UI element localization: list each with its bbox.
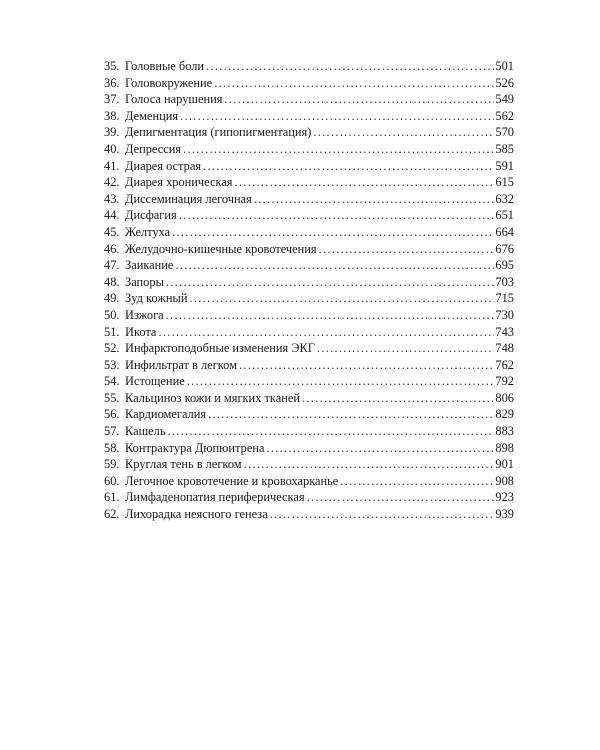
dot-leader xyxy=(266,440,494,457)
toc-entry xyxy=(104,124,514,141)
toc-entry xyxy=(104,489,514,506)
entry-title: Заикание xyxy=(125,258,174,273)
dot-leader xyxy=(167,423,494,440)
entry-number: 43. xyxy=(104,191,120,206)
entry-title: Желтуха xyxy=(125,224,171,239)
entry-title: Деменция xyxy=(125,108,179,123)
entry-title: Депигментация (гипопигментация) xyxy=(125,125,312,140)
entry-page-number: 695 xyxy=(495,258,514,273)
entry-number: 47. xyxy=(104,258,120,273)
entry-number: 46. xyxy=(104,241,120,256)
toc-entry xyxy=(104,241,514,258)
entry-title: Истощение xyxy=(125,374,185,389)
entry-number: 39. xyxy=(104,125,120,140)
entry-page-number: 615 xyxy=(495,175,514,190)
entry-title: Лимфаденопатия периферическая xyxy=(125,490,305,505)
entry-page-number: 651 xyxy=(495,208,514,223)
entry-number: 62. xyxy=(104,507,120,522)
dot-leader xyxy=(235,174,495,191)
entry-title: Легочное кровотечение и кровохарканье xyxy=(125,473,339,488)
entry-page-number: 898 xyxy=(495,440,514,455)
dot-leader xyxy=(172,224,494,241)
toc-entry xyxy=(104,324,514,341)
dot-leader xyxy=(340,473,494,490)
entry-page-number: 703 xyxy=(495,274,514,289)
entry-title: Кашель xyxy=(125,424,166,439)
entry-number: 58. xyxy=(104,440,120,455)
entry-page-number: 585 xyxy=(495,141,514,156)
entry-page-number: 883 xyxy=(495,424,514,439)
entry-number: 41. xyxy=(104,158,120,173)
entry-number: 35. xyxy=(104,59,120,73)
entry-title: Депрессия xyxy=(125,141,182,156)
toc-entry xyxy=(104,373,514,390)
dot-leader xyxy=(307,489,495,506)
toc-entry xyxy=(104,440,514,457)
dot-leader xyxy=(208,406,494,423)
dot-leader xyxy=(206,58,494,75)
entry-page-number: 715 xyxy=(495,291,514,306)
entry-page-number: 570 xyxy=(495,125,514,140)
entry-title: Лихорадка неясного генеза xyxy=(125,507,268,522)
entry-number: 51. xyxy=(104,324,120,339)
dot-leader xyxy=(313,124,494,141)
entry-number: 42. xyxy=(104,175,120,190)
entry-number: 38. xyxy=(104,108,120,123)
toc-entry xyxy=(104,108,514,125)
entry-number: 44. xyxy=(104,208,120,223)
dot-leader xyxy=(175,257,494,274)
entry-page-number: 901 xyxy=(495,457,514,472)
toc-entry xyxy=(104,141,514,158)
toc-entry xyxy=(104,174,514,191)
entry-number: 52. xyxy=(104,341,120,356)
entry-number: 59. xyxy=(104,457,120,472)
entry-page-number: 908 xyxy=(495,473,514,488)
entry-title: Дисфагия xyxy=(125,208,177,223)
dot-leader xyxy=(317,340,494,357)
entry-page-number: 664 xyxy=(495,224,514,239)
entry-page-number: 748 xyxy=(495,341,514,356)
dot-leader xyxy=(179,207,495,224)
entry-title: Круглая тень в легком xyxy=(125,457,242,472)
entry-page-number: 923 xyxy=(495,490,514,505)
entry-title: Кардиомегалия xyxy=(125,407,207,422)
entry-page-number: 501 xyxy=(495,59,514,73)
dot-leader xyxy=(319,241,495,258)
dot-leader xyxy=(270,506,495,523)
toc-entry xyxy=(104,257,514,274)
entry-title: Кальциноз кожи и мягких тканей xyxy=(125,390,300,405)
entry-page-number: 632 xyxy=(495,191,514,206)
dot-leader xyxy=(254,191,495,208)
entry-title: Инфильтрат в легком xyxy=(125,357,237,372)
toc-entry xyxy=(104,58,514,75)
entry-title: Головные боли xyxy=(125,59,205,73)
entry-number: 45. xyxy=(104,224,120,239)
toc-entry xyxy=(104,506,514,523)
entry-number: 60. xyxy=(104,473,120,488)
toc-entry xyxy=(104,158,514,175)
entry-number: 57. xyxy=(104,424,120,439)
entry-page-number: 730 xyxy=(495,307,514,322)
dot-leader xyxy=(166,274,495,291)
dot-leader xyxy=(214,75,494,92)
toc-entry xyxy=(104,290,514,307)
entry-page-number: 676 xyxy=(495,241,514,256)
entry-page-number: 549 xyxy=(495,92,514,107)
entry-number: 53. xyxy=(104,357,120,372)
entry-title: Инфарктоподобные изменения ЭКГ xyxy=(125,341,315,356)
toc-entry xyxy=(104,274,514,291)
entry-number: 50. xyxy=(104,307,120,322)
toc-entry xyxy=(104,456,514,473)
dot-leader xyxy=(224,91,494,108)
entry-page-number: 806 xyxy=(495,390,514,405)
entry-number: 55. xyxy=(104,390,120,405)
toc-entry xyxy=(104,207,514,224)
dot-leader xyxy=(244,456,495,473)
entry-number: 48. xyxy=(104,274,120,289)
entry-page-number: 743 xyxy=(495,324,514,339)
dot-leader xyxy=(302,390,494,407)
entry-number: 56. xyxy=(104,407,120,422)
entry-title: Диарея хроническая xyxy=(125,175,233,190)
toc-entry xyxy=(104,91,514,108)
entry-number: 49. xyxy=(104,291,120,306)
entry-title: Желудочно-кишечные кровотечения xyxy=(125,241,317,256)
entry-title: Икота xyxy=(125,324,157,339)
toc-entry xyxy=(104,357,514,374)
toc-entry xyxy=(104,224,514,241)
dot-leader xyxy=(187,373,495,390)
dot-leader xyxy=(183,141,494,158)
entry-number: 40. xyxy=(104,141,120,156)
toc-entry xyxy=(104,390,514,407)
entry-number: 54. xyxy=(104,374,120,389)
toc-entry xyxy=(104,191,514,208)
entry-title: Контрактура Дюпюитрена xyxy=(125,440,265,455)
dot-leader xyxy=(166,307,495,324)
entry-page-number: 591 xyxy=(495,158,514,173)
entry-title: Головокружение xyxy=(125,75,213,90)
dot-leader xyxy=(158,324,494,341)
entry-title: Голоса нарушения xyxy=(125,92,223,107)
toc-entry xyxy=(104,473,514,490)
entry-page-number: 762 xyxy=(495,357,514,372)
toc-entry xyxy=(104,307,514,324)
dot-leader xyxy=(239,357,494,374)
entry-number: 37. xyxy=(104,92,120,107)
entry-page-number: 939 xyxy=(495,507,514,522)
entry-title: Изжога xyxy=(125,307,164,322)
toc-entry xyxy=(104,75,514,92)
entry-title: Зуд кожный xyxy=(125,291,188,306)
entry-number: 36. xyxy=(104,75,120,90)
entry-title: Диарея острая xyxy=(125,158,202,173)
entry-page-number: 526 xyxy=(495,75,514,90)
dot-leader xyxy=(203,158,494,175)
toc-entry xyxy=(104,423,514,440)
toc-entry xyxy=(104,340,514,357)
toc-entry xyxy=(104,406,514,423)
entry-page-number: 562 xyxy=(495,108,514,123)
entry-page-number: 829 xyxy=(495,407,514,422)
entry-title: Диссеминация легочная xyxy=(125,191,252,206)
dot-leader xyxy=(189,290,494,307)
entry-page-number: 792 xyxy=(495,374,514,389)
entry-number: 61. xyxy=(104,490,120,505)
entry-title: Запоры xyxy=(125,274,164,289)
dot-leader xyxy=(180,108,494,125)
table-of-contents xyxy=(104,58,514,523)
